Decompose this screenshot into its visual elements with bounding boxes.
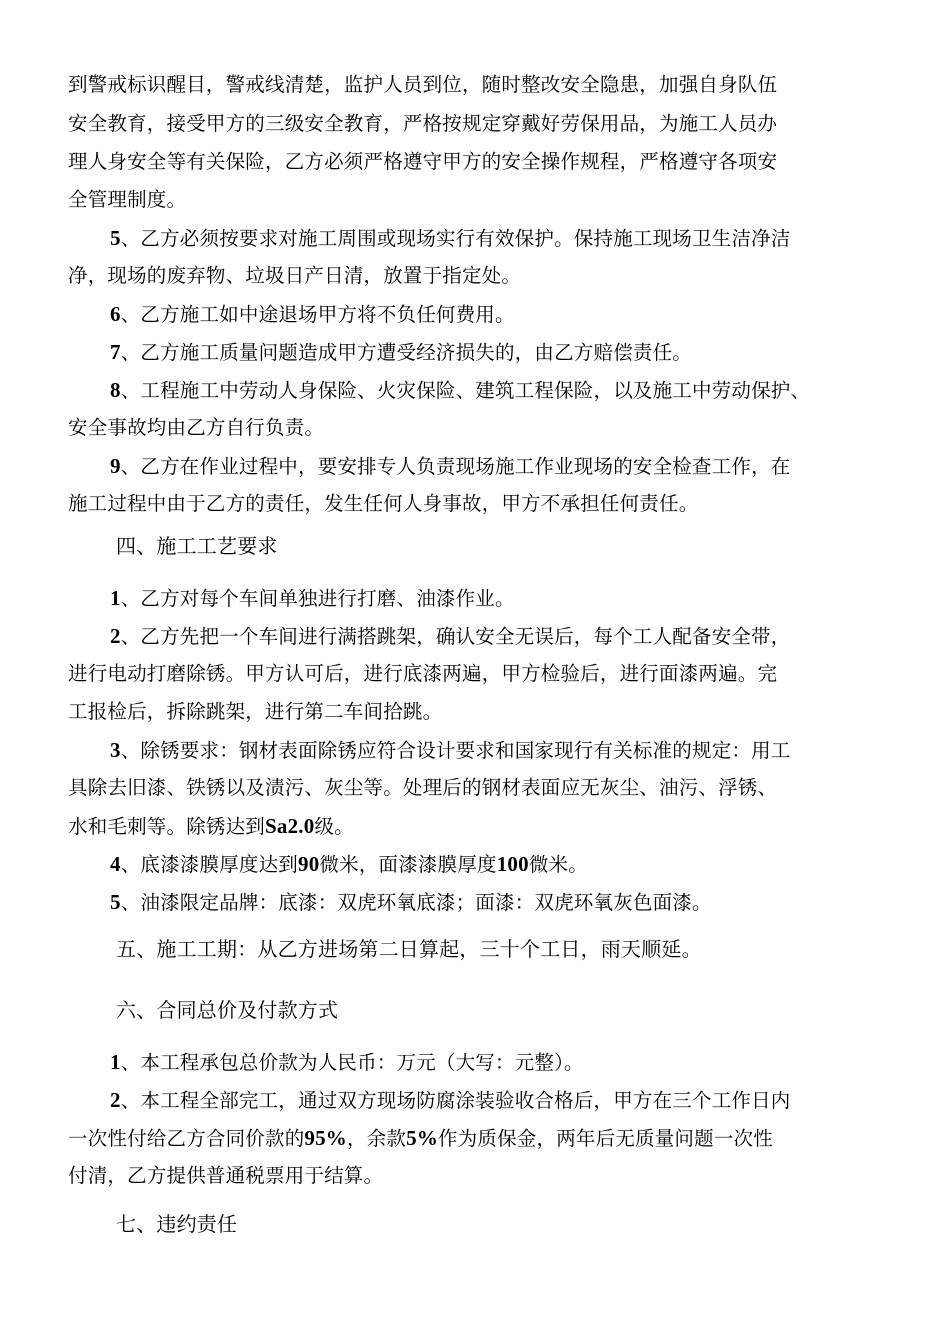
clause-1-line: 1、乙方对每个车间单独进行打磨、油漆作业。 xyxy=(110,586,515,610)
clause-number: 5 xyxy=(110,226,121,250)
payment-percent-value: 95% xyxy=(304,1126,348,1150)
section-heading-5: 五、施工工期：从乙方进场第二日算起，三十个工日，雨天顺延。 xyxy=(116,937,702,961)
text-line: 施工过程中由于乙方的责任，发生任何人身事故，甲方不承担任何责任。 xyxy=(68,492,699,515)
clause-9-line: 9、乙方在作业过程中，要安排专人负责现场施工作业现场的安全检查工作，在 xyxy=(110,454,791,478)
retention-percent-value: 5% xyxy=(406,1126,439,1150)
text-line: 一次性付给乙方合同价款的95%，余款5%作为质保金，两年后无质量问题一次性 xyxy=(68,1126,773,1150)
text-line: 到警戒标识醒目，警戒线清楚，监护人员到位，随时整改安全隐患，加强自身队伍 xyxy=(68,73,778,96)
clause-3-line: 3、除锈要求：钢材表面除锈应符合设计要求和国家现行有关标准的规定：用工 xyxy=(110,738,791,762)
text-line: 安全教育，接受甲方的三级安全教育，严格按规定穿戴好劳保用品，为施工人员办 xyxy=(68,112,778,135)
clause-number: 2 xyxy=(110,624,121,648)
rust-grade-value: Sa2.0 xyxy=(265,814,315,838)
clause-4-line: 4、底漆漆膜厚度达到90微米，面漆漆膜厚度100微米。 xyxy=(110,852,588,876)
text-line: 水和毛刺等。除锈达到Sa2.0级。 xyxy=(68,814,354,838)
text-line: 全管理制度。 xyxy=(68,188,187,211)
clause-number: 2 xyxy=(110,1088,121,1112)
clause-6-line: 6、乙方施工如中途退场甲方将不负任何费用。 xyxy=(110,302,515,326)
clause-number: 6 xyxy=(110,302,121,326)
section-heading-4: 四、施工工艺要求 xyxy=(116,534,278,558)
text-line: 工报检后，拆除跳架，进行第二车间拾跳。 xyxy=(68,700,443,723)
text-line: 付清，乙方提供普通税票用于结算。 xyxy=(68,1164,384,1187)
text-line: 理人身安全等有关保险，乙方必须严格遵守甲方的安全操作规程，严格遵守各项安 xyxy=(68,150,778,173)
clause-5-line: 5、乙方必须按要求对施工周围或现场实行有效保护。保持施工现场卫生洁净洁 xyxy=(110,226,791,250)
text-line: 进行电动打磨除锈。甲方认可后，进行底漆两遍，甲方检验后，进行面漆两遍。完 xyxy=(68,662,778,685)
clause-number: 9 xyxy=(110,454,121,478)
clause-2-line: 2、乙方先把一个车间进行满搭跳架，确认安全无误后，每个工人配备安全带， xyxy=(110,624,791,648)
clause-number: 8 xyxy=(110,378,121,402)
primer-thickness-value: 90 xyxy=(298,852,320,876)
text-line: 具除去旧漆、铁锈以及渍污、灰尘等。处理后的钢材表面应无灰尘、油污、浮锈、 xyxy=(68,776,778,799)
clause-7-line: 7、乙方施工质量问题造成甲方遭受经济损失的，由乙方赔偿责任。 xyxy=(110,340,693,364)
topcoat-thickness-value: 100 xyxy=(496,852,529,876)
section-heading-7: 七、违约责任 xyxy=(116,1212,238,1236)
clause-8-line: 8、工程施工中劳动人身保险、火灾保险、建筑工程保险，以及施工中劳动保护、 xyxy=(110,378,811,402)
clause-1-line: 1、本工程承包总价款为人民币：万元（大写：元整）。 xyxy=(110,1050,584,1074)
clause-5-line: 5、油漆限定品牌：底漆：双虎环氧底漆；面漆：双虎环氧灰色面漆。 xyxy=(110,890,712,914)
clause-2-line: 2、本工程全部完工，通过双方现场防腐涂装验收合格后，甲方在三个工作日内 xyxy=(110,1088,791,1112)
text-line: 安全事故均由乙方自行负责。 xyxy=(68,416,325,439)
clause-number: 7 xyxy=(110,340,121,364)
text-line: 净，现场的废弃物、垃圾日产日清，放置于指定处。 xyxy=(68,264,522,287)
clause-number: 1 xyxy=(110,1050,121,1074)
clause-number: 4 xyxy=(110,852,121,876)
clause-number: 3 xyxy=(110,738,121,762)
clause-number: 5 xyxy=(110,890,121,914)
section-heading-6: 六、合同总价及付款方式 xyxy=(116,998,339,1022)
clause-number: 1 xyxy=(110,586,121,610)
